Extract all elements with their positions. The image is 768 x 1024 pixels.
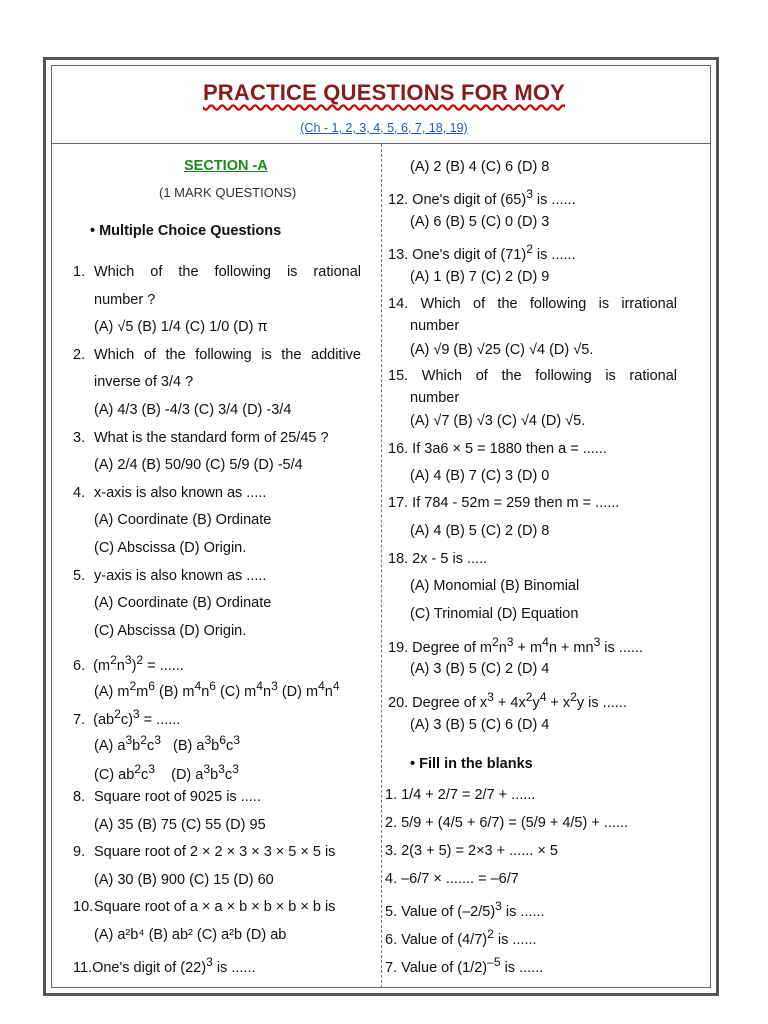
question-20: 20. Degree of $x^3 + 4x^2y^4 + x^2y$ is ...... bbox=[388, 690, 627, 711]
question-14-cont: number bbox=[410, 318, 460, 334]
fill-blanks-heading: • Fill in the blanks bbox=[410, 756, 533, 772]
question-15-options: (A) √7 (B) √3 (C) √4 (D) √5. bbox=[410, 413, 586, 429]
fill-3: 3. 2(3 + 5) = 2×3 + ...... × 5 bbox=[385, 843, 558, 859]
question-line: (A) Coordinate (B) Ordinate bbox=[94, 512, 272, 529]
question-18: 18. 2x - 5 is ..... bbox=[388, 551, 488, 567]
question-6-options: (A) $m^2m^6$ (B) $m^4n^6$ (C) $m^4n^3$ (D) $m^4n^4$ bbox=[94, 679, 340, 700]
question-11: 11.One's digit of $(22)^3$ is ...... bbox=[73, 955, 256, 976]
section-heading: SECTION -A bbox=[184, 158, 268, 174]
question-line: inverse of 3/4 ? bbox=[94, 374, 194, 391]
question-13-options: (A) 1 (B) 7 (C) 2 (D) 9 bbox=[410, 269, 550, 285]
question-line: (A) √5 (B) 1/4 (C) 1/0 (D) π bbox=[94, 319, 268, 336]
question-number: 1. bbox=[73, 264, 86, 280]
question-16-options: (A) 4 (B) 7 (C) 3 (D) 0 bbox=[410, 468, 550, 484]
fill-2: 2. 5/9 + (4/5 + 6/7) = (5/9 + 4/5) + ...... bbox=[385, 815, 629, 831]
question-15: 15. Which of the following is rational bbox=[388, 368, 677, 384]
question-line: (A) 4/3 (B) -4/3 (C) 3/4 (D) -3/4 bbox=[94, 402, 292, 418]
page-title: PRACTICE QUESTIONS FOR MOY bbox=[202, 80, 566, 105]
question-line: (A) 35 (B) 75 (C) 55 (D) 95 bbox=[94, 816, 266, 833]
question-line: (C) Abscissa (D) Origin. bbox=[94, 622, 247, 639]
question-text: Square root of 2 × 2 × 3 × 3 × 5 × 5 is bbox=[94, 844, 336, 861]
question-text: x-axis is also known as ..... bbox=[94, 484, 267, 501]
mcq-heading: • Multiple Choice Questions bbox=[90, 223, 282, 239]
question-line: (A) 2/4 (B) 50/90 (C) 5/9 (D) -5/4 bbox=[94, 457, 303, 474]
question-18-options-a: (A) Monomial (B) Binomial bbox=[410, 578, 580, 594]
question-19: 19. Degree of $m^2n^3 + m^4n + mn^3$ is ...... bbox=[388, 635, 643, 656]
question-15-cont: number bbox=[410, 390, 460, 406]
question-7-options-a: (A) $a^3b^2c^3$ (B) $a^3b^6c^3$ bbox=[94, 733, 240, 754]
question-6: 6. $(m^2n^3)^2$ = ...... bbox=[73, 653, 184, 674]
column-divider bbox=[381, 144, 382, 988]
question-17: 17. If 784 - 52m = 259 then m = ...... bbox=[388, 495, 620, 511]
question-text: What is the standard form of 25/45 ? bbox=[94, 429, 329, 446]
question-number: 8. bbox=[73, 789, 86, 805]
question-7-options-b: (C) $ab^2c^3$ (D) $a^3b^3c^3$ bbox=[94, 762, 239, 783]
question-text: y-axis is also known as ..... bbox=[94, 567, 267, 584]
question-12-options: (A) 6 (B) 5 (C) 0 (D) 3 bbox=[410, 214, 550, 230]
question-12: 12. One's digit of $(65)^3$ is ...... bbox=[388, 187, 576, 208]
question-text: Square root of 9025 is ..... bbox=[94, 789, 261, 805]
question-11-options: (A) 2 (B) 4 (C) 6 (D) 8 bbox=[410, 159, 550, 175]
question-line: (A) 30 (B) 900 (C) 15 (D) 60 bbox=[94, 871, 274, 888]
fill-1: 1. 1/4 + 2/7 = 2/7 + ...... bbox=[385, 787, 536, 803]
question-line: number ? bbox=[94, 291, 156, 308]
question-line: (A) Coordinate (B) Ordinate bbox=[94, 595, 272, 612]
question-number: 10. bbox=[73, 899, 94, 916]
question-text: Which of the following is the additive bbox=[94, 346, 361, 363]
fill-4: 4. –6/7 × ....... = –6/7 bbox=[385, 871, 519, 887]
fill-7: 7. Value of $(1/2)^{-5}$ is ...... bbox=[385, 955, 544, 976]
question-number: 4. bbox=[73, 484, 86, 501]
question-19-options: (A) 3 (B) 5 (C) 2 (D) 4 bbox=[410, 661, 550, 677]
question-13: 13. One's digit of $(71)^2$ is ...... bbox=[388, 242, 576, 263]
question-text: Which of the following is rational bbox=[94, 264, 361, 280]
question-16: 16. If 3a6 × 5 = 1880 then a = ...... bbox=[388, 441, 607, 457]
fill-5: 5. Value of $(-2/5)^3$ is ...... bbox=[385, 899, 545, 920]
question-7: 7. $(ab^2c)^3$ = ...... bbox=[73, 707, 181, 728]
question-text: Square root of a × a × b × b × b × b is bbox=[94, 899, 336, 916]
question-line: (C) Abscissa (D) Origin. bbox=[94, 540, 247, 556]
question-20-options: (A) 3 (B) 5 (C) 6 (D) 4 bbox=[410, 717, 550, 733]
question-18-options-b: (C) Trinomial (D) Equation bbox=[410, 606, 579, 622]
question-number: 5. bbox=[73, 567, 86, 584]
chapter-list: (Ch - 1, 2, 3, 4, 5, 6, 7, 18, 19) bbox=[300, 121, 468, 135]
question-number: 2. bbox=[73, 346, 86, 363]
question-14-options: (A) √9 (B) √25 (C) √4 (D) √5. bbox=[410, 342, 594, 358]
marks-note: (1 MARK QUESTIONS) bbox=[159, 185, 297, 200]
question-number: 3. bbox=[73, 429, 86, 446]
question-line: (A) a²b⁴ (B) ab² (C) a²b (D) ab bbox=[94, 927, 287, 943]
fill-6: 6. Value of $(4/7)^2$ is ...... bbox=[385, 927, 537, 948]
question-number: 9. bbox=[73, 844, 86, 861]
question-14: 14. Which of the following is irrational bbox=[388, 296, 677, 312]
question-17-options: (A) 4 (B) 5 (C) 2 (D) 8 bbox=[410, 523, 550, 539]
